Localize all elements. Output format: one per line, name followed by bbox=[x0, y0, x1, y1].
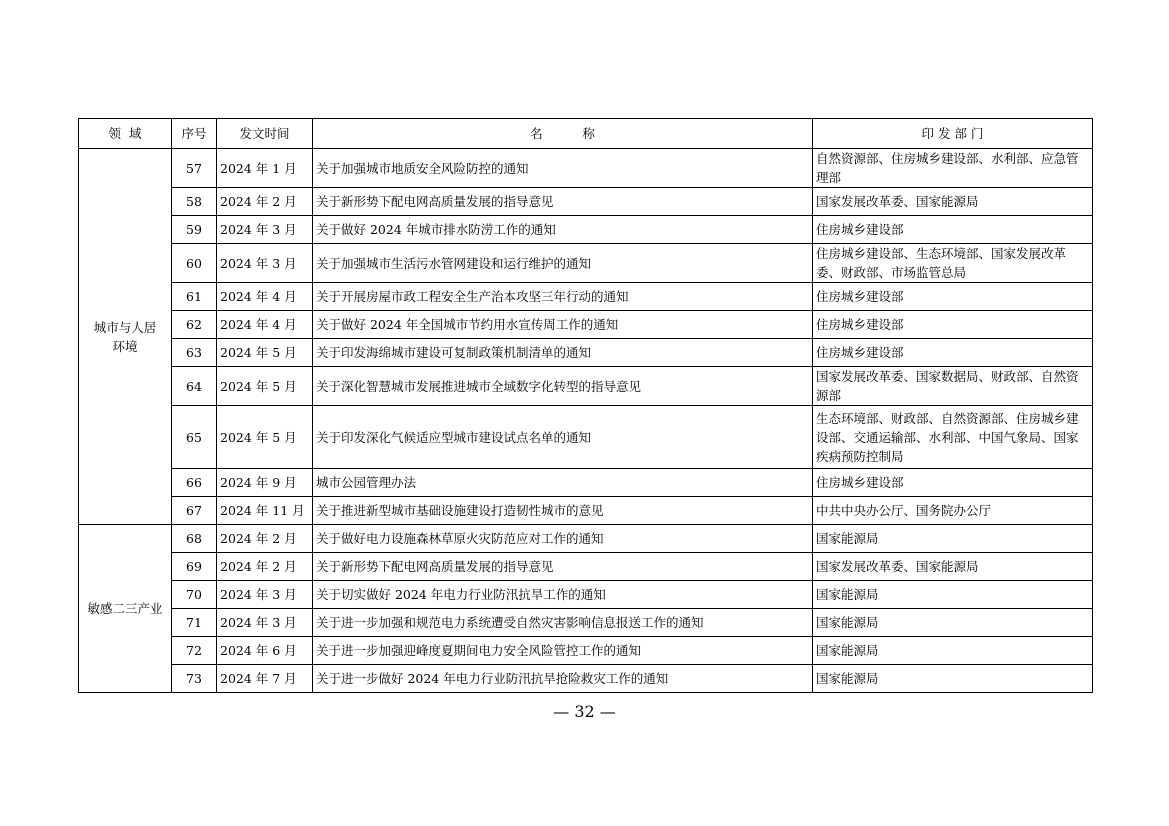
name-cell: 关于进一步做好 2024 年电力行业防汛抗旱抢险救灾工作的通知 bbox=[313, 665, 813, 693]
header-domain: 领 域 bbox=[79, 119, 172, 149]
table-header-row bbox=[79, 119, 1093, 149]
dept-cell: 住房城乡建设部 bbox=[813, 283, 1093, 311]
seq-cell: 67 bbox=[172, 497, 217, 525]
name-cell: 关于新形势下配电网高质量发展的指导意见 bbox=[313, 553, 813, 581]
table-row bbox=[79, 244, 1093, 283]
table-row bbox=[79, 553, 1093, 581]
date-cell: 2024 年 2 月 bbox=[217, 553, 313, 581]
name-cell: 关于开展房屋市政工程安全生产治本攻坚三年行动的通知 bbox=[313, 283, 813, 311]
table-row bbox=[79, 497, 1093, 525]
seq-cell: 60 bbox=[172, 244, 217, 283]
seq-cell: 61 bbox=[172, 283, 217, 311]
table-row bbox=[79, 188, 1093, 216]
table-row bbox=[79, 311, 1093, 339]
table-row bbox=[79, 637, 1093, 665]
date-cell: 2024 年 6 月 bbox=[217, 637, 313, 665]
seq-cell: 57 bbox=[172, 149, 217, 188]
dept-cell: 住房城乡建设部 bbox=[813, 216, 1093, 244]
dept-cell: 住房城乡建设部 bbox=[813, 311, 1093, 339]
dept-cell: 国家发展改革委、国家能源局 bbox=[813, 188, 1093, 216]
policy-document-table bbox=[78, 118, 1093, 693]
date-cell: 2024 年 4 月 bbox=[217, 283, 313, 311]
name-cell: 关于加强城市生活污水管网建设和运行维护的通知 bbox=[313, 244, 813, 283]
dept-cell: 国家能源局 bbox=[813, 665, 1093, 693]
name-cell: 关于印发深化气候适应型城市建设试点名单的通知 bbox=[313, 406, 813, 469]
date-cell: 2024 年 5 月 bbox=[217, 406, 313, 469]
date-cell: 2024 年 11 月 bbox=[217, 497, 313, 525]
seq-cell: 71 bbox=[172, 609, 217, 637]
seq-cell: 59 bbox=[172, 216, 217, 244]
dept-cell: 国家发展改革委、国家数据局、财政部、自然资源部 bbox=[813, 367, 1093, 406]
seq-cell: 58 bbox=[172, 188, 217, 216]
seq-cell: 69 bbox=[172, 553, 217, 581]
table-row bbox=[79, 609, 1093, 637]
dept-cell: 住房城乡建设部、生态环境部、国家发展改革委、财政部、市场监管总局 bbox=[813, 244, 1093, 283]
table-row bbox=[79, 283, 1093, 311]
name-cell: 关于做好 2024 年城市排水防涝工作的通知 bbox=[313, 216, 813, 244]
table-row bbox=[79, 367, 1093, 406]
name-cell: 关于新形势下配电网高质量发展的指导意见 bbox=[313, 188, 813, 216]
seq-cell: 62 bbox=[172, 311, 217, 339]
dept-cell: 国家能源局 bbox=[813, 637, 1093, 665]
dept-cell: 国家能源局 bbox=[813, 609, 1093, 637]
date-cell: 2024 年 1 月 bbox=[217, 149, 313, 188]
table-body bbox=[79, 149, 1093, 693]
seq-cell: 66 bbox=[172, 469, 217, 497]
name-cell: 关于加强城市地质安全风险防控的通知 bbox=[313, 149, 813, 188]
page-number: — 32 — bbox=[553, 702, 616, 721]
dept-cell: 自然资源部、住房城乡建设部、水利部、应急管理部 bbox=[813, 149, 1093, 188]
name-cell: 关于做好电力设施森林草原火灾防范应对工作的通知 bbox=[313, 525, 813, 553]
name-cell: 关于印发海绵城市建设可复制政策机制清单的通知 bbox=[313, 339, 813, 367]
dept-cell: 国家能源局 bbox=[813, 525, 1093, 553]
dept-cell: 住房城乡建设部 bbox=[813, 469, 1093, 497]
dept-cell: 国家发展改革委、国家能源局 bbox=[813, 553, 1093, 581]
date-cell: 2024 年 3 月 bbox=[217, 609, 313, 637]
date-cell: 2024 年 9 月 bbox=[217, 469, 313, 497]
table-row bbox=[79, 525, 1093, 553]
dept-cell: 国家能源局 bbox=[813, 581, 1093, 609]
header-seq: 序号 bbox=[172, 119, 217, 149]
table-row bbox=[79, 406, 1093, 469]
table-row bbox=[79, 469, 1093, 497]
date-cell: 2024 年 2 月 bbox=[217, 525, 313, 553]
seq-cell: 72 bbox=[172, 637, 217, 665]
header-date: 发文时间 bbox=[217, 119, 313, 149]
header-dept: 印 发 部 门 bbox=[813, 119, 1093, 149]
table-row bbox=[79, 339, 1093, 367]
table-row bbox=[79, 149, 1093, 188]
name-cell: 关于切实做好 2024 年电力行业防汛抗旱工作的通知 bbox=[313, 581, 813, 609]
name-cell: 城市公园管理办法 bbox=[313, 469, 813, 497]
seq-cell: 65 bbox=[172, 406, 217, 469]
date-cell: 2024 年 2 月 bbox=[217, 188, 313, 216]
header-name: 名 称 bbox=[313, 119, 813, 149]
date-cell: 2024 年 5 月 bbox=[217, 367, 313, 406]
date-cell: 2024 年 3 月 bbox=[217, 244, 313, 283]
name-cell: 关于做好 2024 年全国城市节约用水宣传周工作的通知 bbox=[313, 311, 813, 339]
name-cell: 关于进一步加强和规范电力系统遭受自然灾害影响信息报送工作的通知 bbox=[313, 609, 813, 637]
domain-cell: 城市与人居环境 bbox=[79, 149, 172, 525]
seq-cell: 73 bbox=[172, 665, 217, 693]
table-row bbox=[79, 216, 1093, 244]
table-row bbox=[79, 665, 1093, 693]
seq-cell: 64 bbox=[172, 367, 217, 406]
table-row bbox=[79, 581, 1093, 609]
dept-cell: 住房城乡建设部 bbox=[813, 339, 1093, 367]
date-cell: 2024 年 7 月 bbox=[217, 665, 313, 693]
name-cell: 关于进一步加强迎峰度夏期间电力安全风险管控工作的通知 bbox=[313, 637, 813, 665]
date-cell: 2024 年 3 月 bbox=[217, 216, 313, 244]
name-cell: 关于推进新型城市基础设施建设打造韧性城市的意见 bbox=[313, 497, 813, 525]
seq-cell: 63 bbox=[172, 339, 217, 367]
date-cell: 2024 年 4 月 bbox=[217, 311, 313, 339]
seq-cell: 68 bbox=[172, 525, 217, 553]
date-cell: 2024 年 5 月 bbox=[217, 339, 313, 367]
seq-cell: 70 bbox=[172, 581, 217, 609]
name-cell: 关于深化智慧城市发展推进城市全域数字化转型的指导意见 bbox=[313, 367, 813, 406]
domain-cell: 敏感二三产业 bbox=[79, 525, 172, 693]
date-cell: 2024 年 3 月 bbox=[217, 581, 313, 609]
dept-cell: 生态环境部、财政部、自然资源部、住房城乡建设部、交通运输部、水利部、中国气象局、国家疾病预防控制局 bbox=[813, 406, 1093, 469]
dept-cell: 中共中央办公厅、国务院办公厅 bbox=[813, 497, 1093, 525]
